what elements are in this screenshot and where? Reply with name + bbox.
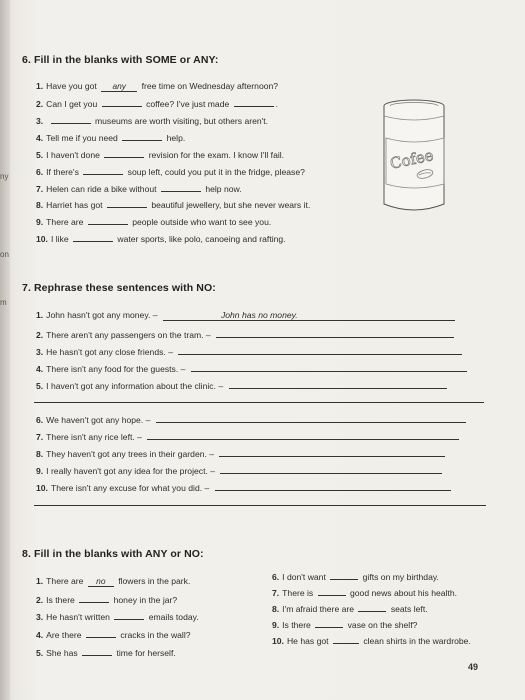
ex7-item-5: 5. I haven't got any information about the clinic. – xyxy=(36,378,447,391)
ex8-item-6: 6. I don't want gifts on my birthday. xyxy=(272,572,439,582)
answer-blank[interactable] xyxy=(104,148,144,158)
exercise-7-title: 7. Rephrase these sentences with NO: xyxy=(22,282,216,294)
answer-blank[interactable] xyxy=(86,628,116,638)
answer-blank[interactable] xyxy=(234,97,274,107)
answer-blank[interactable] xyxy=(83,165,123,175)
answer-blank[interactable] xyxy=(315,618,343,628)
answer-line[interactable] xyxy=(191,361,467,372)
answer-blank[interactable] xyxy=(114,610,144,620)
ex6-item-3: 3. museums are worth visiting, but others aren't. xyxy=(36,116,269,126)
ex7-item-3: 3. He hasn't got any close friends. – xyxy=(36,344,462,357)
answer-blank[interactable] xyxy=(82,646,112,656)
answer-line[interactable] xyxy=(229,378,447,389)
ex8-item-9: 9. Is there vase on the shelf? xyxy=(272,620,418,630)
answer-blank[interactable] xyxy=(333,634,359,644)
ex7-item-1: 1. John hasn't got any money. – John has no money. xyxy=(36,310,455,321)
answer-blank[interactable] xyxy=(102,97,142,107)
ex8-item-3: 3. He hasn't written emails today. xyxy=(36,612,199,622)
ex8-item-1: 1. There are no flowers in the park. xyxy=(36,576,191,586)
coffee-jar-illustration xyxy=(376,96,456,216)
ex6-item-2: 2. Can I get you coffee? I've just made . xyxy=(36,99,279,109)
answer-line[interactable] xyxy=(219,446,445,457)
ex8-item-2: 2. Is there honey in the jar? xyxy=(36,595,178,605)
answer-blank[interactable] xyxy=(358,602,386,612)
answer-blank[interactable] xyxy=(73,232,113,242)
ex6-item-4: 4. Tell me if you need help. xyxy=(36,133,186,143)
answer-line[interactable] xyxy=(34,505,486,506)
ex7-item-7: 7. There isn't any rice left. – xyxy=(36,429,459,442)
ex8-item-5: 5. She has time for herself. xyxy=(36,648,176,658)
answer-blank[interactable] xyxy=(79,593,109,603)
answer-blank[interactable] xyxy=(107,198,147,208)
answer-line[interactable] xyxy=(220,463,442,474)
ex7-item-9: 9. I really haven't got any idea for the project. – xyxy=(36,463,442,476)
ex6-item-8: 8. Harriet has got beautiful jewellery, but she never wears it. xyxy=(36,200,311,210)
margin-fragment: ny xyxy=(0,172,9,181)
ex7-item-8: 8. They haven't got any trees in their garden. – xyxy=(36,446,445,459)
ex7-item-10: 10. There isn't any excuse for what you did. – xyxy=(36,480,451,493)
answer-line[interactable] xyxy=(156,412,466,423)
answer-blank[interactable] xyxy=(122,131,162,141)
answer-line[interactable] xyxy=(147,429,459,440)
answer-line[interactable] xyxy=(216,327,454,338)
answer-blank[interactable] xyxy=(161,182,201,192)
margin-fragment: m xyxy=(0,298,7,307)
ex8-item-8: 8. I'm afraid there are seats left. xyxy=(272,604,428,614)
ex8-item-7: 7. There is good news about his health. xyxy=(272,588,458,598)
margin-fragment: on xyxy=(0,250,9,259)
answer-line[interactable] xyxy=(215,480,451,491)
ex6-item-10: 10. I like water sports, like polo, canoeing and rafting. xyxy=(36,234,286,244)
answer-blank[interactable]: no xyxy=(88,577,114,587)
answer-blank[interactable] xyxy=(330,570,358,580)
answer-blank[interactable] xyxy=(88,215,128,225)
ex6-item-6: 6. If there's soup left, could you put it in the fridge, please? xyxy=(36,167,305,177)
page-edge xyxy=(0,0,10,700)
answer-line[interactable] xyxy=(178,344,462,355)
ex7-item-2: 2. There aren't any passengers on the tram. – xyxy=(36,327,454,340)
page-number: 49 xyxy=(468,662,479,672)
jar-label: Cofee xyxy=(388,146,436,173)
answer-line[interactable]: John has no money. xyxy=(163,310,455,321)
ex6-item-9: 9. There are people outside who want to see you. xyxy=(36,217,272,227)
ex6-item-5: 5. I haven't done revision for the exam. I know I'll fail. xyxy=(36,150,285,160)
exercise-8-title: 8. Fill in the blanks with ANY or NO: xyxy=(22,548,204,560)
ex6-item-7: 7. Helen can ride a bike without help now. xyxy=(36,184,242,194)
exercise-6-title: 6. Fill in the blanks with SOME or ANY: xyxy=(22,54,219,66)
ex7-item-4: 4. There isn't any food for the guests. – xyxy=(36,361,467,374)
ex8-item-4: 4. Are there cracks in the wall? xyxy=(36,630,191,640)
ex8-item-10: 10. He has got clean shirts in the wardrobe. xyxy=(272,636,471,646)
answer-blank[interactable]: any xyxy=(101,82,137,92)
ex6-item-1: 1. Have you got any free time on Wednesday afternoon? xyxy=(36,81,279,91)
ex7-item-6: 6. We haven't got any hope. – xyxy=(36,412,466,425)
answer-blank[interactable] xyxy=(318,586,346,596)
answer-line[interactable] xyxy=(34,402,484,403)
answer-blank[interactable] xyxy=(51,114,91,124)
